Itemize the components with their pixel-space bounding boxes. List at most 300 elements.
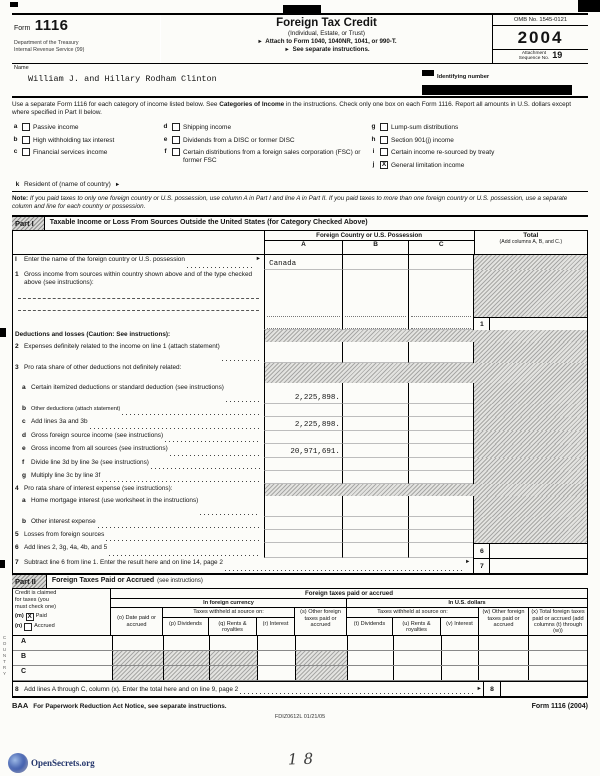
dotted-leader — [109, 555, 260, 556]
shaded-cell — [296, 651, 348, 665]
category-option-c[interactable] — [12, 148, 162, 156]
arrow-icon: ► — [257, 39, 263, 45]
dashed-entry-line[interactable] — [18, 287, 259, 299]
category-letter: e — [163, 135, 168, 143]
part1-line-3g — [13, 471, 587, 484]
shaded-area — [473, 444, 587, 458]
line-number: 8 — [15, 685, 19, 693]
opensecrets-logo — [8, 753, 95, 773]
general-instructions — [12, 98, 588, 120]
amount-cell[interactable] — [264, 417, 342, 431]
line-text: Divide line 3d by line 3e (see instructions) — [31, 459, 149, 467]
entry-cell[interactable] — [442, 651, 480, 665]
entry-cell[interactable] — [348, 651, 394, 665]
deductions-header-text: Deductions and losses (Caution: See instructions): — [15, 331, 171, 339]
entry-cell[interactable] — [408, 417, 474, 431]
paperwork-notice: For Paperwork Reduction Act Notice, see separate instructions. — [33, 703, 227, 711]
option-label: Paid — [35, 613, 47, 620]
entry-cell[interactable] — [342, 543, 408, 558]
category-option-i[interactable] — [370, 148, 588, 156]
entry-cell[interactable] — [479, 666, 529, 680]
see-instruction — [163, 46, 490, 53]
dotted-leader — [98, 527, 260, 528]
form-title: Foreign Tax Credit — [276, 17, 377, 29]
checkbox-h[interactable] — [380, 136, 388, 144]
category-label: Dividends from a DISC or former DISC — [183, 136, 295, 144]
name-row — [12, 64, 588, 98]
entry-cell[interactable] — [394, 666, 442, 680]
part2-table — [12, 589, 588, 698]
dotted-leader — [122, 414, 260, 415]
amount-value: 2,225,898. — [294, 421, 340, 430]
accrued-option[interactable] — [15, 623, 108, 631]
category-checkboxes — [12, 119, 588, 171]
part2-section — [2, 589, 588, 698]
handwritten-page-number: 18 — [287, 749, 320, 769]
category-option-b[interactable] — [12, 136, 162, 144]
entry-cell[interactable] — [258, 651, 296, 665]
entry-cell[interactable] — [264, 543, 342, 558]
entry-cell[interactable] — [408, 383, 474, 404]
category-letter: c — [13, 148, 18, 156]
scan-mark — [10, 2, 18, 7]
note-label: Note: — [12, 195, 29, 203]
checkbox-d[interactable] — [172, 123, 180, 131]
part1-line-7 — [13, 558, 587, 573]
part2-label: Part II — [12, 575, 47, 588]
entry-cell[interactable] — [348, 666, 394, 680]
line-letter: e — [22, 445, 26, 453]
arrow-icon: ► — [464, 559, 471, 566]
check-mark: X — [27, 612, 32, 620]
column-t-header: (t) Dividends — [347, 618, 393, 636]
shaded-cell — [210, 666, 258, 680]
category-option-j[interactable] — [370, 161, 588, 169]
entry-cell[interactable] — [342, 530, 408, 543]
line-text: Gross foreign source income (see instructions) — [31, 432, 164, 440]
line-text: Add lines 3a and 3b — [31, 418, 88, 426]
line-text: Home mortgage interest (use worksheet in the instructions) — [31, 497, 199, 505]
form-title-block — [160, 15, 492, 63]
black-tab — [422, 70, 434, 76]
paid-option[interactable] — [15, 613, 108, 621]
category-option-d[interactable] — [162, 123, 370, 131]
entry-cell[interactable] — [264, 471, 342, 484]
scan-mark — [283, 5, 321, 13]
entry-cell[interactable] — [342, 417, 408, 431]
checkbox-c[interactable] — [22, 148, 30, 156]
category-letter: j — [372, 160, 375, 168]
entry-cell[interactable] — [342, 270, 408, 330]
line-number: 1 — [474, 318, 490, 330]
shaded-area — [473, 431, 587, 444]
part1-line-6 — [13, 543, 587, 558]
line-text: Add lines A through C, column (x). Enter the total here and on line 9, page 2 — [24, 685, 239, 693]
part1-line-3c — [13, 417, 587, 431]
withheld-group-foreign — [163, 608, 295, 635]
shaded-cell — [296, 666, 348, 680]
withheld-label: Taxes withheld at source on: — [347, 608, 478, 617]
dotted-leader — [222, 360, 260, 361]
entry-cell[interactable] — [264, 342, 342, 363]
line-number: 6 — [15, 544, 19, 552]
column-q-header: (q) Rents & royalties — [209, 618, 257, 636]
category-letter: d — [163, 123, 168, 131]
shaded-area — [473, 530, 587, 543]
dotted-leader — [106, 540, 260, 541]
category-column-1 — [12, 123, 162, 169]
line-text: Add lines 2, 3g, 4a, 4b, and 5 — [24, 544, 108, 552]
entry-cell[interactable] — [210, 636, 258, 650]
arrow-icon: ► — [255, 256, 262, 263]
shaded-cell — [113, 651, 165, 665]
entry-cell[interactable] — [408, 255, 474, 270]
arrow-icon: ► — [284, 47, 290, 53]
column-c-header: C — [408, 241, 474, 254]
see-text: See separate instructions. — [292, 46, 370, 53]
line-text: Expenses definitely related to the income on line 1 (attach statement) — [24, 343, 220, 351]
line-text: Multiply line 3c by line 3f — [31, 472, 101, 480]
entry-cell[interactable] — [342, 496, 408, 517]
dotted-leader — [165, 441, 260, 442]
entry-cell[interactable] — [408, 517, 474, 530]
entry-cell[interactable] — [529, 666, 587, 680]
part2-title: Foreign Taxes Paid or Accrued — [51, 577, 155, 585]
category-option-e[interactable] — [162, 136, 370, 144]
dotted-leader — [151, 468, 260, 469]
dotted-leader — [225, 570, 462, 571]
line-letter: g — [22, 472, 27, 480]
scan-mark — [0, 560, 5, 568]
entry-cell[interactable] — [408, 431, 474, 444]
line-number: 4 — [15, 485, 19, 493]
redaction-box — [422, 85, 572, 95]
part1-line-4 — [13, 484, 587, 496]
entry-cell[interactable] — [258, 636, 296, 650]
shaded-area — [264, 363, 587, 383]
shaded-area — [264, 484, 587, 496]
name-value: William J. and Hillary Rodham Clinton — [28, 73, 217, 84]
line-number-box: 8 — [483, 682, 501, 696]
category-label: Lump-sum distributions — [391, 124, 459, 132]
checkbox-i[interactable] — [380, 148, 388, 156]
shaded-area — [473, 255, 587, 270]
line-6-total-box — [474, 543, 587, 558]
entry-cell[interactable] — [342, 404, 408, 417]
category-label: Passive income — [33, 124, 79, 132]
part1-line-l — [13, 255, 587, 270]
row-letter: C — [13, 666, 113, 680]
shaded-cell — [113, 666, 165, 680]
shaded-area — [473, 342, 587, 363]
credit-claimed-box — [13, 589, 111, 635]
dept-line2: Internal Revenue Service — [14, 46, 74, 53]
column-u-header: (u) Rents & royalties — [393, 618, 441, 636]
amount-cell[interactable] — [264, 444, 342, 458]
category-letter: h — [371, 135, 376, 143]
form-reference: Form 1116 (2004) — [531, 703, 588, 711]
line-letter: l — [15, 256, 17, 264]
line-number: 7 — [15, 559, 19, 567]
column-v-header: (v) Interest — [446, 620, 473, 627]
line-number: 7 — [474, 559, 490, 573]
tax-year: 2004 — [517, 28, 564, 47]
globe-icon — [8, 753, 28, 773]
part1-table — [12, 231, 588, 575]
form-label: Form — [14, 25, 31, 32]
entry-cell[interactable] — [408, 458, 474, 471]
entry-cell[interactable] — [342, 458, 408, 471]
total-entry-cell[interactable] — [490, 544, 587, 558]
entry-cell[interactable] — [342, 517, 408, 530]
arrow-icon: ► — [114, 182, 121, 189]
entry-cell[interactable] — [264, 496, 342, 517]
part1-line-3f — [13, 458, 587, 471]
sequence-number: 19 — [552, 50, 563, 61]
form-number-block — [12, 15, 160, 63]
dotted-leader — [226, 401, 260, 402]
entry-cell[interactable] — [408, 270, 474, 330]
line-text: Pro rata share of interest expense (see instructions): — [24, 485, 173, 493]
dept-line3: (99) — [74, 46, 85, 53]
part2-column-headers — [13, 589, 587, 636]
part1-line-3b — [13, 404, 587, 417]
column-a-header: A — [301, 241, 306, 249]
shaded-area — [473, 496, 587, 517]
intro-pre: Use a separate Form 1116 for each category of income listed below. See — [12, 100, 220, 108]
entry-cell[interactable] — [264, 530, 342, 543]
line-number: 6 — [474, 544, 490, 558]
country-name-value: Canada — [269, 260, 297, 269]
entry-cell[interactable] — [258, 666, 296, 680]
part1-line-3a — [13, 383, 587, 404]
total-column-header — [474, 231, 587, 254]
opensecrets-text: OpenSecrets.org — [31, 758, 95, 768]
dotted-leader — [170, 455, 260, 456]
line-text: Enter the name of the foreign country or U.S. possession — [24, 256, 185, 264]
category-column-3 — [370, 123, 588, 169]
entry-cell[interactable] — [408, 342, 474, 363]
entry-cell[interactable] — [264, 270, 342, 330]
checkbox-f[interactable] — [172, 148, 180, 156]
line-text: Other deductions (attach statement) — [31, 406, 121, 413]
intro-post: in the instructions. Check only one box on each Form 1116. Report all amounts in U.S. dollars except where specified in Part II below. — [12, 100, 571, 116]
category-letter: b — [13, 135, 18, 143]
entry-cell[interactable] — [342, 471, 408, 484]
part1-deductions-header — [13, 330, 587, 342]
entry-cell[interactable] — [529, 651, 587, 665]
identifying-number-field[interactable] — [420, 64, 588, 96]
line-text: Pro rata share of other deductions not definitely related: — [24, 364, 182, 372]
shaded-cell — [164, 666, 210, 680]
shaded-area — [473, 383, 587, 404]
entry-cell[interactable] — [113, 636, 165, 650]
part1-line-2 — [13, 342, 587, 363]
checkbox-accrued[interactable] — [24, 623, 32, 631]
line-number: 1 — [15, 271, 19, 279]
scan-mark — [0, 328, 6, 337]
arrow-icon: ► — [476, 686, 482, 693]
part1-line-3e — [13, 444, 587, 458]
entry-cell[interactable] — [264, 517, 342, 530]
line-letter: a — [22, 497, 26, 505]
part1-line-4b — [13, 517, 587, 530]
category-label: High withholding tax interest — [33, 136, 115, 144]
entry-cell[interactable] — [394, 651, 442, 665]
category-option-h[interactable] — [370, 136, 588, 144]
dotted-leader — [200, 514, 260, 515]
line-text: Subtract line 6 from line 1. Enter the result here and on line 14, page 2 — [24, 559, 223, 567]
line-letter: f — [22, 459, 25, 467]
entry-cell[interactable] — [342, 255, 408, 270]
shaded-cell — [164, 651, 210, 665]
part2-row-a — [13, 636, 587, 651]
entry-cell[interactable] — [408, 444, 474, 458]
category-option-g[interactable] — [370, 123, 588, 131]
entry-cell[interactable] — [408, 496, 474, 517]
part2-row-c — [13, 666, 587, 681]
part1-title: Taxable Income or Loss From Sources Outside the United States (for Category Checked Above) — [49, 219, 368, 227]
country-group-header: Foreign Country or U.S. Possession — [265, 231, 474, 241]
line-text: Losses from foreign sources — [24, 531, 105, 539]
total-entry-cell[interactable] — [490, 318, 587, 330]
category-option-f[interactable] — [162, 148, 370, 164]
entry-cell[interactable] — [342, 342, 408, 363]
entry-cell[interactable] — [408, 543, 474, 558]
category-option-a[interactable] — [12, 123, 162, 131]
column-r-header: (r) Interest — [262, 620, 289, 627]
entry-cell[interactable] — [264, 458, 342, 471]
total-entry-cell[interactable] — [490, 559, 587, 573]
part2-line-8 — [13, 681, 587, 696]
entry-cell[interactable] — [164, 636, 210, 650]
name-field[interactable] — [12, 64, 420, 96]
entry-cell[interactable] — [342, 444, 408, 458]
attach-text: Attach to Form 1040, 1040NR, 1041, or 990-T. — [265, 38, 397, 45]
line-1-total-box — [474, 317, 587, 330]
shaded-area — [473, 458, 587, 471]
column-w-header: (w) Other foreign taxes paid or accrued — [479, 608, 529, 635]
part2-bar — [12, 575, 588, 589]
entry-cell[interactable] — [479, 636, 529, 650]
part1-line-4a — [13, 496, 587, 517]
checkbox-g[interactable] — [380, 123, 388, 131]
credit-claimed-text: Credit is claimed for taxes (you must check one) — [15, 590, 57, 610]
entry-cell[interactable] — [342, 431, 408, 444]
baa-label: BAA — [12, 701, 29, 711]
part1-bar — [12, 215, 588, 231]
omb-block — [492, 15, 588, 63]
line-letter: d — [22, 432, 27, 440]
category-label: General limitation income — [391, 161, 465, 169]
intro-bold: Categories of Income — [219, 100, 285, 108]
part1-line-5 — [13, 530, 587, 543]
line-text: Other interest expense — [31, 518, 96, 526]
category-label: Shipping income — [183, 124, 232, 132]
entry-cell[interactable] — [264, 431, 342, 444]
checkbox-a[interactable] — [22, 123, 30, 131]
entry-cell[interactable] — [442, 666, 480, 680]
category-label: Certain income re-sourced by treaty — [391, 149, 495, 157]
total-entry-cell[interactable] — [501, 682, 587, 696]
checkbox-paid-checked[interactable] — [26, 613, 34, 621]
entry-cell[interactable] — [408, 471, 474, 484]
shaded-area — [264, 330, 587, 342]
country-name-cell[interactable] — [264, 255, 342, 270]
checkbox-b[interactable] — [22, 136, 30, 144]
attach-instruction — [163, 38, 490, 45]
line-letter: b — [22, 405, 27, 413]
amount-value: 20,971,691. — [290, 448, 340, 457]
checkbox-e[interactable] — [172, 136, 180, 144]
line-text: Gross income from sources within country shown above and of the type checked above (see instructions): — [24, 271, 253, 287]
foreign-taxes-header: Foreign taxes paid or accrued — [111, 589, 587, 599]
attachment-label: Attachment Sequence No. — [518, 51, 550, 62]
category-label: Section 901(j) income — [391, 136, 454, 144]
resident-label: Resident of (name of country) — [24, 181, 111, 189]
amount-cell[interactable] — [264, 383, 342, 404]
footer-row — [12, 698, 588, 710]
dotted-leader — [187, 267, 253, 268]
total-note: (Add columns A, B, and C.) — [499, 239, 563, 246]
country-vertical-label: COUNTRY — [2, 635, 7, 678]
amount-value: 2,225,898. — [294, 394, 340, 403]
withheld-group-usd — [347, 608, 479, 635]
category-letter: g — [371, 123, 376, 131]
identifying-number-label: Identifying number — [437, 73, 490, 80]
attachment-sequence — [493, 49, 588, 63]
entry-cell[interactable] — [264, 404, 342, 417]
entry-cell[interactable] — [348, 636, 394, 650]
entry-cell[interactable] — [408, 404, 474, 417]
checkbox-j-checked[interactable] — [380, 161, 388, 169]
row-letter: A — [13, 636, 113, 650]
part1-label: Part I — [12, 217, 45, 230]
entry-cell[interactable] — [342, 383, 408, 404]
line-number: 3 — [15, 364, 19, 372]
entry-cell[interactable] — [529, 636, 587, 650]
entry-cell[interactable] — [296, 636, 348, 650]
part1-line-3d — [13, 431, 587, 444]
entry-cell[interactable] — [479, 651, 529, 665]
line-number: 5 — [15, 531, 19, 539]
entry-cell[interactable] — [442, 636, 480, 650]
line-text: Gross income from all sources (see instructions) — [31, 445, 168, 453]
column-p-header: (p) Dividends — [163, 618, 209, 636]
withheld-label: Taxes withheld at source on: — [163, 608, 294, 617]
option-tag: (n) — [15, 623, 23, 630]
entry-cell[interactable] — [408, 530, 474, 543]
shaded-area — [473, 417, 587, 431]
column-o-header: (o) Date paid or accrued — [111, 608, 163, 635]
category-label: Financial services income — [33, 149, 108, 157]
shaded-area — [474, 270, 587, 317]
scan-mark — [578, 0, 600, 12]
entry-cell[interactable] — [394, 636, 442, 650]
dashed-entry-line[interactable] — [18, 299, 259, 311]
name-label: Name — [14, 64, 29, 71]
column-b-header: B — [342, 241, 408, 254]
resident-country-line[interactable] — [12, 181, 588, 192]
dotted-leader — [240, 693, 473, 694]
line-7-total-box — [474, 558, 587, 573]
line-number: 2 — [15, 343, 19, 351]
in-foreign-currency-header: In foreign currency — [111, 599, 347, 607]
category-column-2 — [162, 123, 370, 169]
category-letter: a — [13, 123, 18, 131]
dept-line1: Department of the Treasury — [14, 40, 79, 46]
part1-line-1 — [13, 270, 587, 330]
